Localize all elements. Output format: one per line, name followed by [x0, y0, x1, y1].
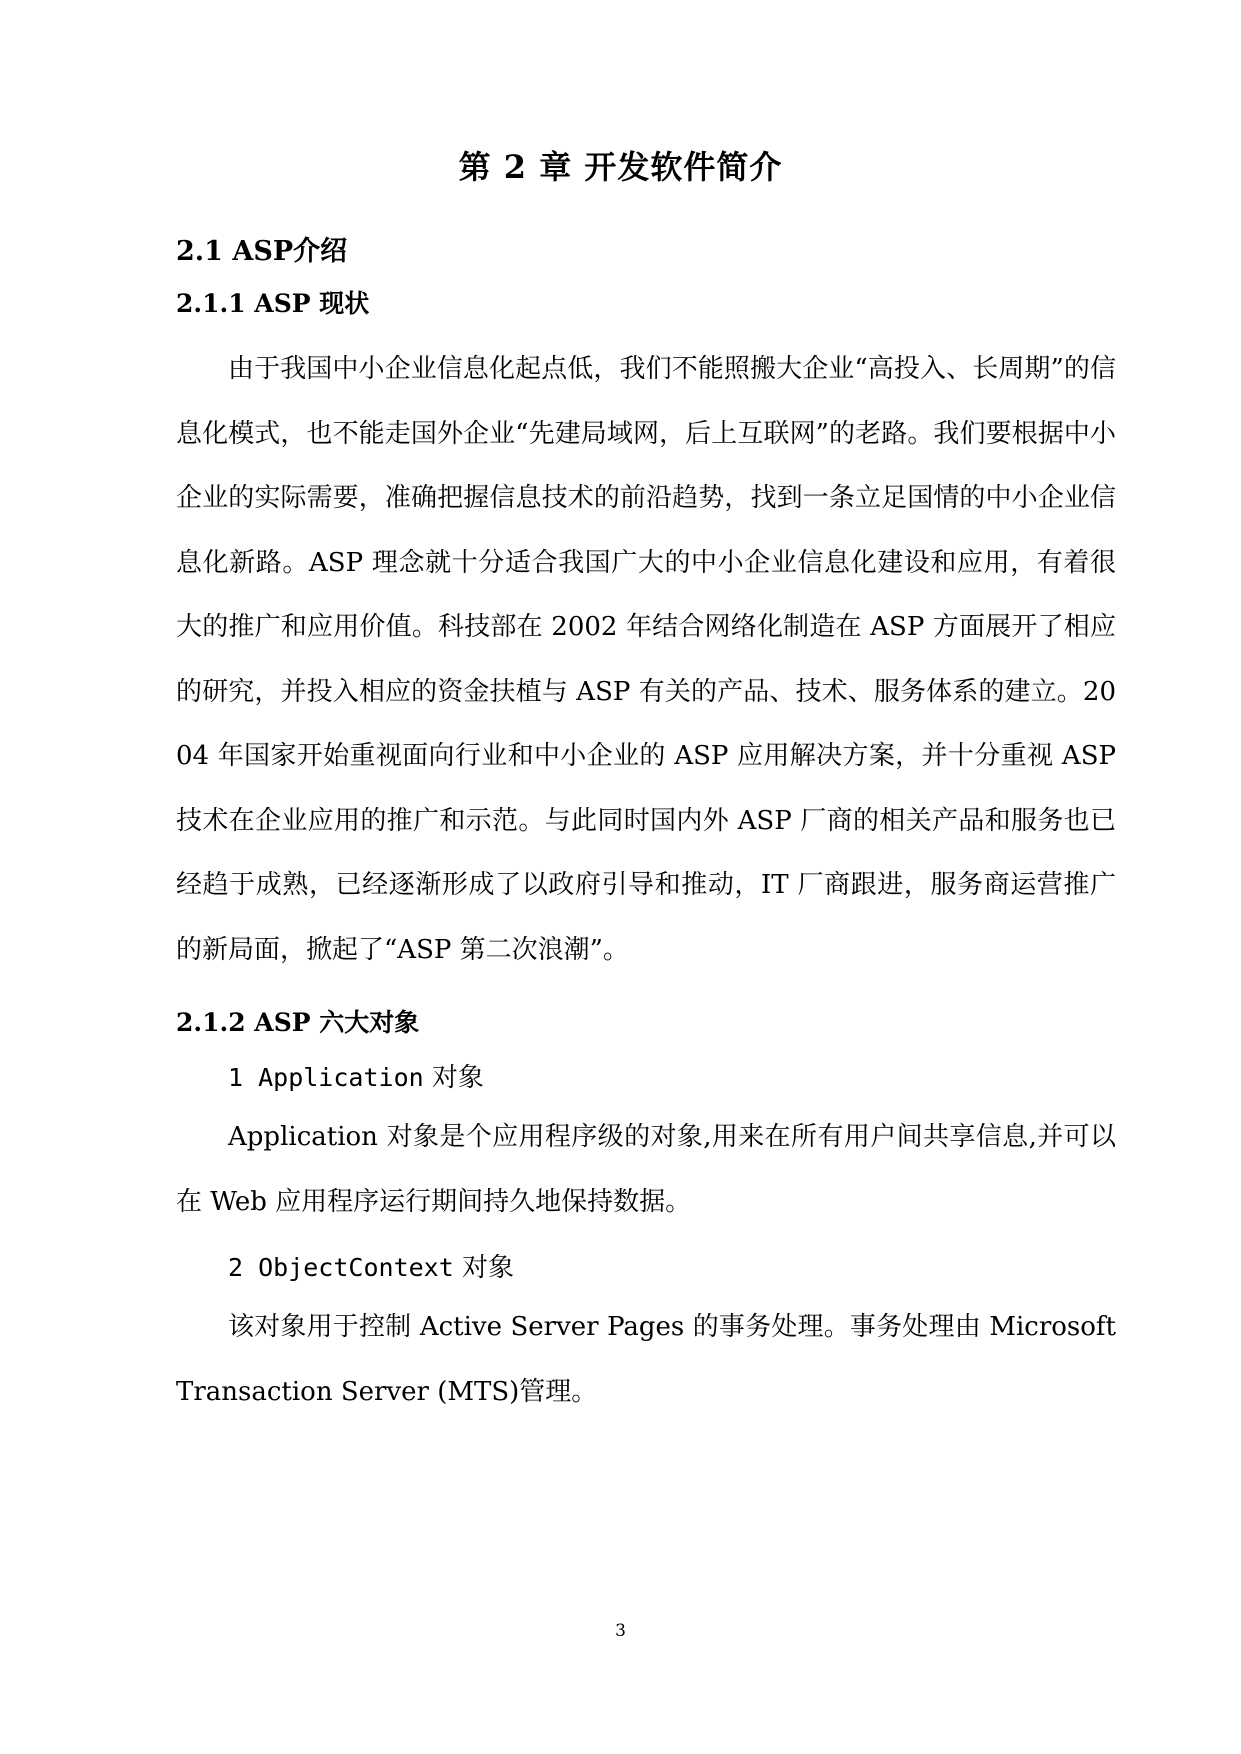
- list-item-application-name: 1 Application: [228, 1063, 424, 1092]
- page-number: 3: [615, 1621, 626, 1641]
- list-item-objectcontext-name: 2 ObjectContext: [228, 1253, 454, 1282]
- paragraph-asp-status: 由于我国中小企业信息化起点低，我们不能照搬大企业“高投入、长周期”的信息化模式，也不能走国外企业“先建局域网，后上互联网”的老路。我们要根据中小企业的实际需要，准确把握信息技术的前沿趋势，找到一条立足国情的中小企业信息化新路。ASP 理念就十分适合我国广大的中小企业信息化建设和应用，有着很大的推广和应用价值。科技部在 2002 年结合网络化制造在 ASP 方面展开了相应的研究，并投入相应的资金扶植与 ASP 有关的产品、技术、服务体系的建立。2004 年国家开始重视面向行业和中小企业的 ASP 应用解决方案，并十分重视 ASP 技术在企业应用的推广和示范。与此同时国内外 ASP 厂商的相关产品和服务也已经趋于成熟，已经逐渐形成了以政府引导和推动，IT 厂商跟进，服务商运营推广的新局面，掀起了“ASP 第二次浪潮”。: [176, 354, 1116, 965]
- section-heading-2-1-1: 2.1.1 ASP 现状: [176, 289, 370, 318]
- paragraph-application-object: Application 对象是个应用程序级的对象,用来在所有用户间共享信息,并可以在 Web 应用程序运行期间持久地保持数据。: [176, 1122, 1116, 1217]
- section-heading-2-1-2: 2.1.2 ASP 六大对象: [176, 1008, 420, 1037]
- list-item-objectcontext: [228, 1248, 514, 1288]
- list-item-application-suffix: 对象: [423, 1063, 484, 1093]
- list-item-objectcontext-suffix: 对象: [453, 1253, 515, 1283]
- list-item-application: [228, 1058, 484, 1098]
- paragraph-objectcontext: 该对象用于控制 Active Server Pages 的事务处理。事务处理由 Microsoft Transaction Server (MTS)管理。: [176, 1312, 1116, 1407]
- chapter-title: 第 2 章 开发软件简介: [458, 148, 783, 186]
- section-heading-2-1: 2.1 ASP介绍: [176, 236, 348, 267]
